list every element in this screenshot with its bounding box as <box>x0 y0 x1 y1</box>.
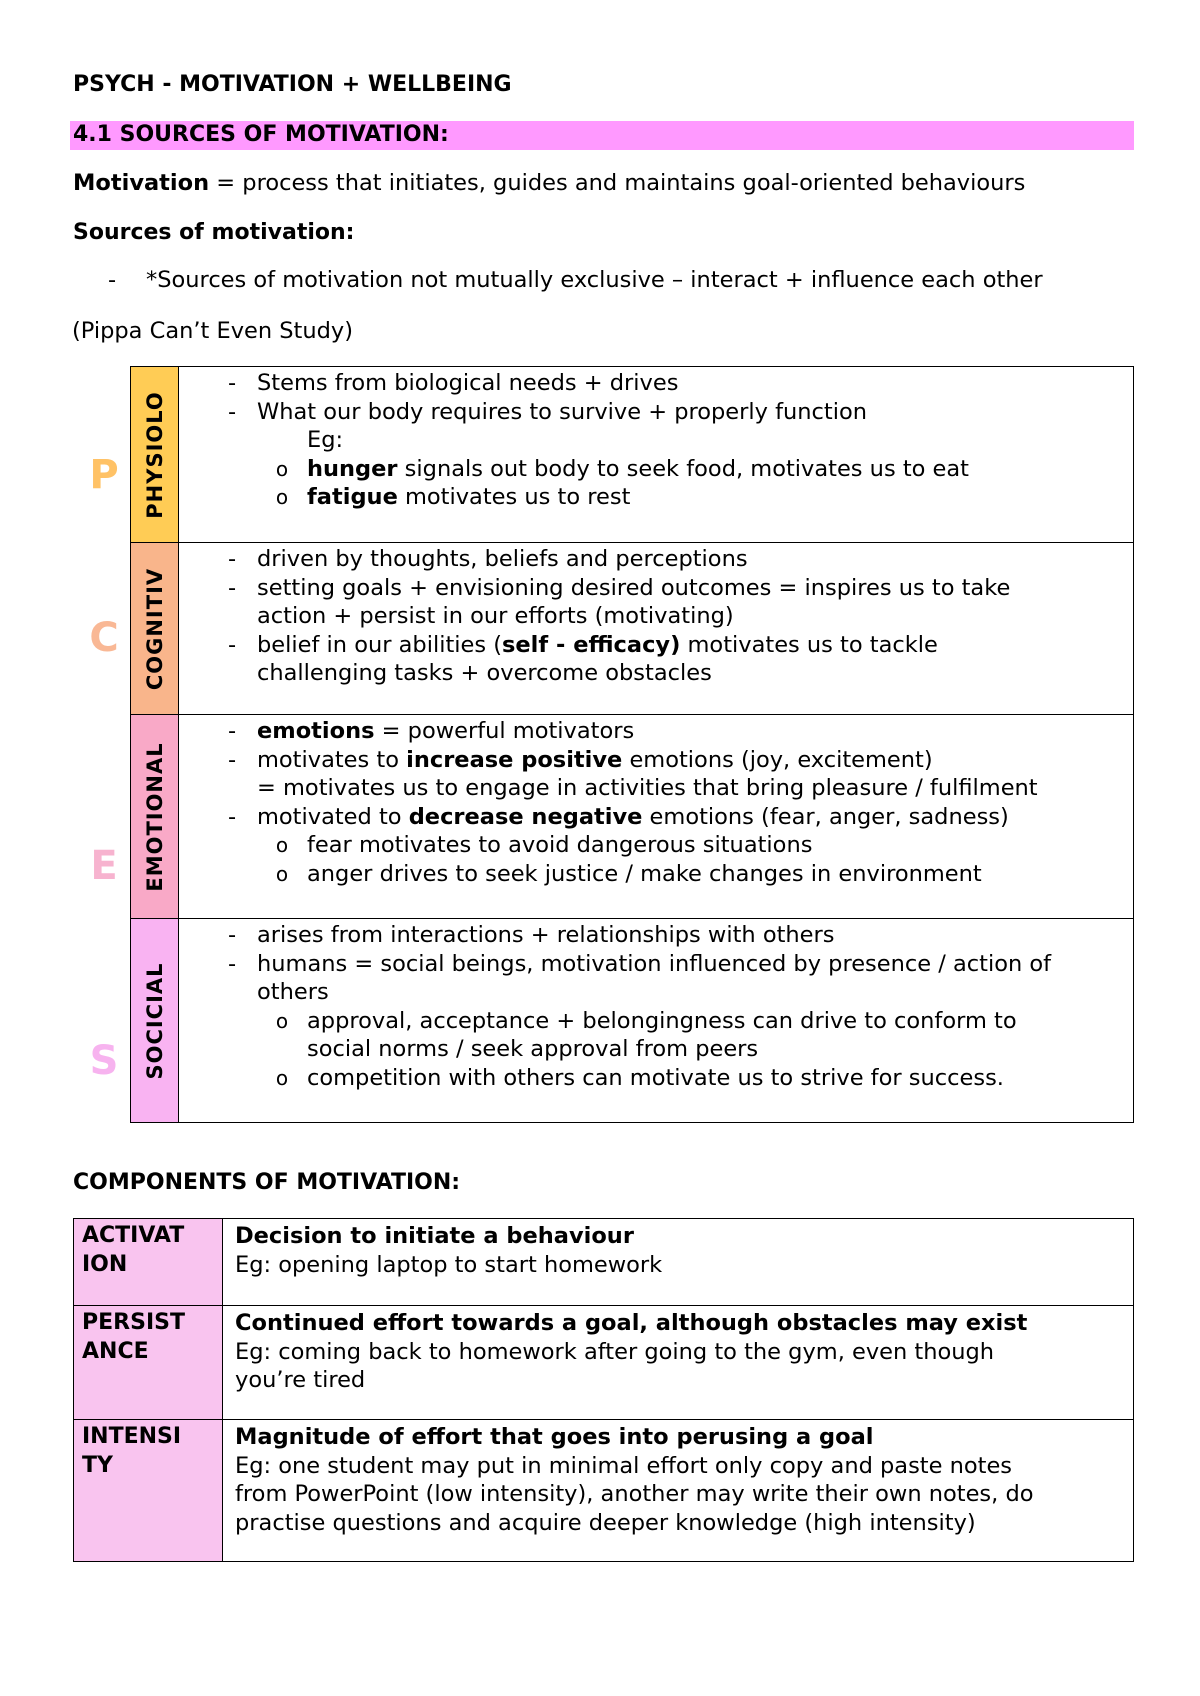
emotional-content <box>179 715 1134 919</box>
emotional-label: EMOTIONAL <box>142 741 167 892</box>
component-description: Decision to initiate a behaviour Eg: opening laptop to start homework <box>223 1219 1134 1306</box>
physiological-label-cell <box>131 367 179 543</box>
emotional-label-cell <box>131 715 179 919</box>
social-content <box>179 919 1134 1123</box>
motivation-definition <box>73 170 1025 196</box>
table-row <box>74 1219 1134 1306</box>
sub-list-item: o anger drives to seek justice / make changes in environment <box>275 860 982 887</box>
table-row <box>131 919 1134 1123</box>
component-label: PERSIST ANCE <box>74 1306 223 1420</box>
component-description: Continued effort towards a goal, although obstacles may exist Eg: coming back to homework after going to the gym, even though you’re tired <box>223 1306 1134 1420</box>
physiological-content <box>179 367 1134 543</box>
social-label: SOCICIAL <box>142 961 167 1080</box>
section-title: 4.1 SOURCES OF MOTIVATION: <box>73 122 449 147</box>
cognitive-content <box>179 543 1134 715</box>
list-item: - motivates to increase positive emotions (joy, excitement) = motivates us to engage in activities that bring pleasure / fulfilment <box>227 746 1038 801</box>
cognitive-label: COGNITIV <box>142 567 167 690</box>
list-item: - driven by thoughts, beliefs and perceptions <box>227 546 748 572</box>
list-item: - belief in our abilities (self - efficacy) motivates us to tackle challenging tasks + overcome obstacles <box>227 631 938 686</box>
social-label-cell <box>131 919 179 1123</box>
definition-text: = process that initiates, guides and maintains goal-oriented behaviours <box>209 170 1026 196</box>
cognitive-label-cell <box>131 543 179 715</box>
mnemonic: (Pippa Can’t Even Study) <box>72 318 354 344</box>
sub-list-item: o fatigue motivates us to rest <box>275 484 631 510</box>
sources-note <box>108 267 1043 293</box>
sub-list-item: o hunger signals out body to seek food, motivates us to eat <box>275 455 970 482</box>
list-item: - arises from interactions + relationships with others <box>227 922 835 948</box>
eg-label: Eg: <box>307 427 344 453</box>
table-row <box>131 543 1134 715</box>
list-item: - motivated to decrease negative emotions (fear, anger, sadness) <box>227 803 1009 830</box>
list-item: - What our body requires to survive + properly function <box>227 398 868 425</box>
list-item: - emotions = powerful motivators <box>227 718 635 744</box>
component-label: ACTIVAT ION <box>74 1219 223 1306</box>
physiological-label: PHYSIOLO <box>142 390 167 519</box>
list-item: - Stems from biological needs + drives <box>227 370 679 396</box>
list-item: - humans = social beings, motivation influenced by presence / action of others <box>227 950 1052 1005</box>
sub-list-item: o fear motivates to avoid dangerous situations <box>275 832 813 858</box>
sources-table <box>130 366 1134 1123</box>
bullet-dash: - <box>108 267 117 293</box>
sources-heading: Sources of motivation: <box>73 220 355 245</box>
letter-p: P <box>89 452 119 498</box>
list-item: - setting goals + envisioning desired outcomes = inspires us to take action + persist in our efforts (motivating) <box>227 574 1011 629</box>
sub-list-item: o approval, acceptance + belongingness can drive to conform to social norms / seek approval from peers <box>275 1007 1017 1062</box>
table-row <box>131 367 1134 543</box>
table-row <box>74 1306 1134 1420</box>
components-table <box>73 1218 1134 1562</box>
letter-c: C <box>89 615 119 661</box>
sub-list-item: o competition with others can motivate us to strive for success. <box>275 1064 1004 1091</box>
table-row <box>131 715 1134 919</box>
document-title: PSYCH - MOTIVATION + WELLBEING <box>73 72 512 97</box>
table-row <box>74 1420 1134 1562</box>
components-heading: COMPONENTS OF MOTIVATION: <box>73 1170 461 1195</box>
letter-s: S <box>89 1038 119 1084</box>
note-text: *Sources of motivation not mutually exclusive – interact + influence each other <box>146 267 1043 293</box>
component-label: INTENSI TY <box>74 1420 223 1562</box>
component-description: Magnitude of effort that goes into perusing a goal Eg: one student may put in minimal effort only copy and paste notes from PowerPoint (low intensity), another may write their own notes, do practise questions and acquire deeper knowledge (high intensity) <box>223 1420 1134 1562</box>
letter-e: E <box>90 843 118 889</box>
definition-term: Motivation <box>73 170 210 196</box>
